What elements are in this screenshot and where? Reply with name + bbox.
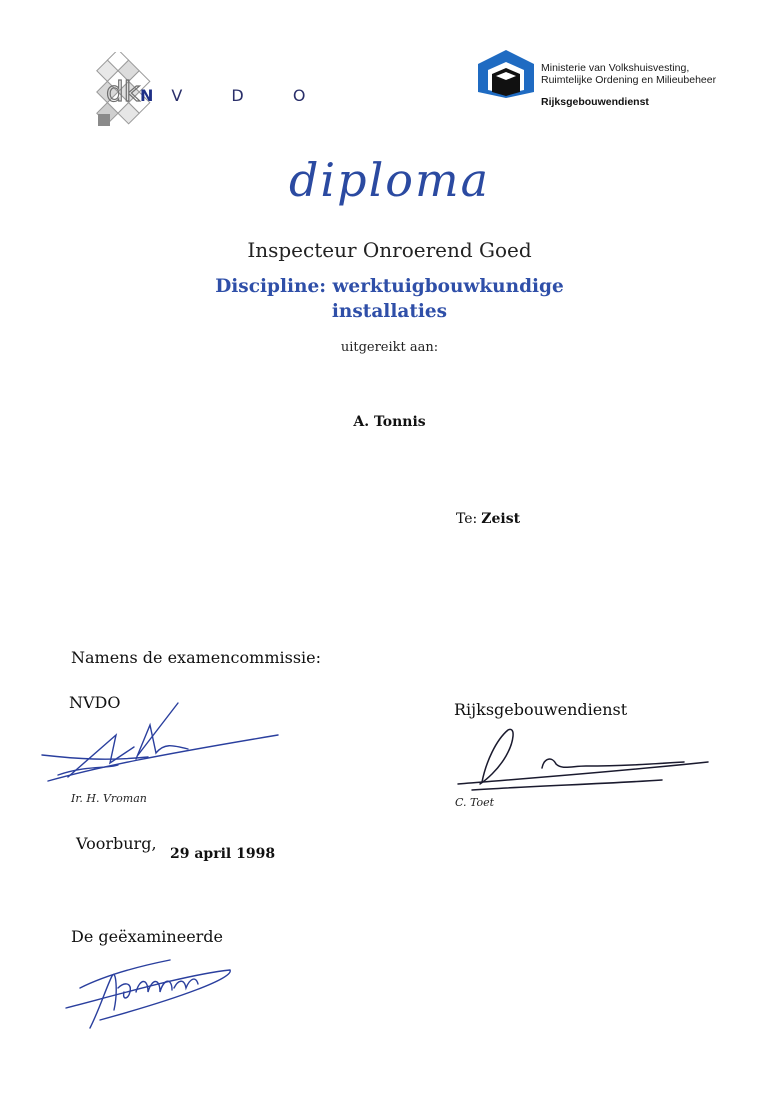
issued-to-label: uitgereikt aan: — [340, 340, 439, 355]
nvdo-mark-letters: dk — [106, 75, 140, 108]
discipline-line-1: Discipline: werktuigbouwkundige — [215, 276, 564, 297]
place-value: Zeist — [481, 511, 521, 527]
right-signer-name: C. Toet — [455, 796, 495, 809]
city: Voorburg, — [76, 834, 157, 853]
examinee-label: De geëxamineerde — [71, 927, 224, 946]
committee-label: Namens de examencommissie: — [71, 648, 322, 667]
right-org-label: Rijksgebouwendienst — [454, 700, 628, 719]
ministry-line-2: Ruimtelijke Ordening en Milieubeheer — [541, 74, 717, 86]
nvdo-wordmark — [140, 86, 327, 105]
diploma-title: diploma — [288, 153, 491, 207]
left-signature — [38, 695, 288, 795]
ministry-logo-icon — [476, 48, 536, 100]
left-signer-name: Ir. H. Vroman — [71, 792, 147, 805]
ministry-name — [541, 62, 716, 86]
date: 29 april 1998 — [170, 846, 276, 862]
place-row — [456, 511, 520, 527]
discipline-line-2: installaties — [331, 301, 448, 322]
ministry-agency: Rijksgebouwendienst — [541, 96, 649, 108]
discipline — [0, 274, 779, 324]
nvdo-letters-rest: V D O — [171, 86, 328, 105]
nvdo-letter-n: N — [140, 86, 172, 105]
ministry-line-1: Ministerie van Volkshuisvesting, — [541, 62, 690, 74]
recipient-name: A. Tonnis — [353, 414, 426, 430]
examinee-signature — [60, 948, 240, 1038]
course-title: Inspecteur Onroerend Goed — [247, 238, 532, 262]
left-org-label: NVDO — [69, 693, 121, 712]
right-signature — [452, 722, 712, 802]
place-label: Te: — [456, 511, 478, 527]
